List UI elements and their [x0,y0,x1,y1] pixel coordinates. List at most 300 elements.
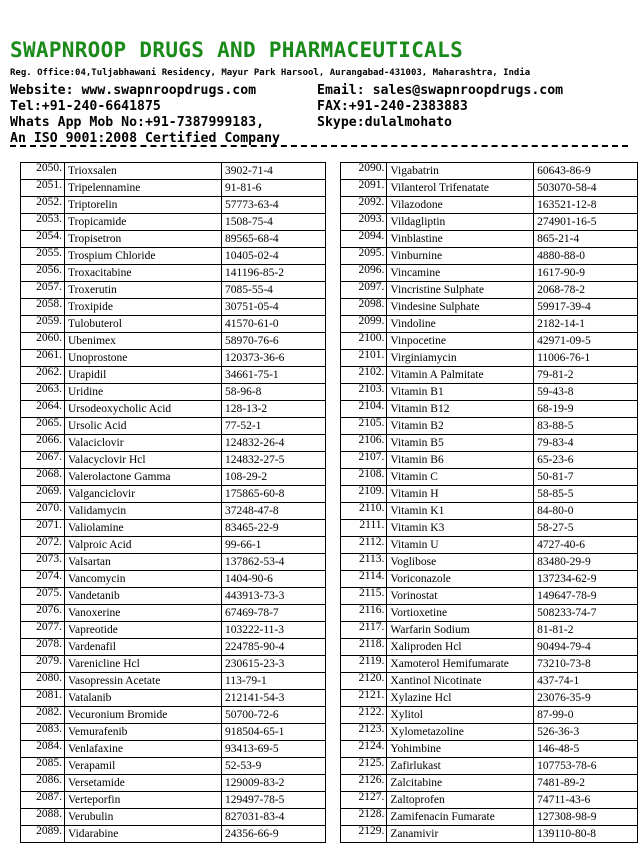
item-number-text: 2106. [358,434,385,446]
product-name: Vitamin K3 [387,520,534,537]
item-number-text: 2120. [358,672,385,684]
item-number-text: 2055. [36,247,62,259]
product-name: Vecuronium Bromide [65,707,222,724]
item-number [21,571,65,588]
table-row [21,605,326,622]
item-number [341,435,387,452]
item-number-text: 2117. [358,621,385,633]
item-number [21,435,65,452]
table-row [21,418,326,435]
cas-number: 68-19-9 [534,401,638,418]
item-number-text: 2100. [358,332,385,344]
item-number [341,486,387,503]
item-number [21,316,65,333]
item-number [341,163,387,180]
table-row [21,265,326,282]
product-name: Vindesine Sulphate [387,299,534,316]
cas-number: 73210-73-8 [534,656,638,673]
item-number-text: 2113. [358,553,385,565]
cas-number: 3902-71-4 [222,163,326,180]
item-number [21,350,65,367]
item-number-text: 2102. [358,366,385,378]
item-number [341,724,387,741]
cas-number: 2068-78-2 [534,282,638,299]
table-row [341,622,638,639]
product-name: Vemurafenib [65,724,222,741]
cas-number: 83-88-5 [534,418,638,435]
table-row [21,350,326,367]
skype-text: Skype:dulalmohato [317,115,452,130]
cas-number: 1404-90-6 [222,571,326,588]
cas-number: 23076-35-9 [534,690,638,707]
cas-number: 1508-75-4 [222,214,326,231]
item-number [341,418,387,435]
item-number-text: 2093. [358,213,385,225]
table-row [21,571,326,588]
table-row [21,537,326,554]
product-name: Verubulin [65,809,222,826]
table-row [341,452,638,469]
table-row [21,231,326,248]
item-number-text: 2126. [358,774,385,786]
product-name: Varenicline Hcl [65,656,222,673]
product-name: Troxerutin [65,282,222,299]
item-number [341,282,387,299]
item-number [341,384,387,401]
item-number-text: 2062. [36,366,62,378]
item-number [21,180,65,197]
item-number-text: 2076. [36,604,62,616]
website-text: Website: www.swapnroopdrugs.com [10,83,257,98]
item-number [341,520,387,537]
email-text: Email: sales@swapnroopdrugs.com [317,83,564,98]
table-row [341,775,638,792]
cas-number: 67469-78-7 [222,605,326,622]
table-row [341,656,638,673]
cas-number: 58970-76-6 [222,333,326,350]
item-number [341,537,387,554]
table-row [341,673,638,690]
item-number-text: 2081. [36,689,62,701]
item-number-text: 2073. [36,553,62,565]
item-number [21,741,65,758]
item-number-text: 2129. [358,825,385,837]
item-number-text: 2057. [36,281,62,293]
product-table-right [340,162,638,843]
item-number [21,265,65,282]
table-row [341,537,638,554]
table-row [21,673,326,690]
item-number [21,588,65,605]
table-row [341,248,638,265]
table-row [21,333,326,350]
item-number-text: 2095. [358,247,385,259]
product-name: Vitamin U [387,537,534,554]
product-name: Valacyclovir Hcl [65,452,222,469]
product-name: Voglibose [387,554,534,571]
product-name: Vinpocetine [387,333,534,350]
table-row [21,724,326,741]
item-number-text: 2080. [36,672,62,684]
table-row [21,384,326,401]
item-number-text: 2060. [36,332,62,344]
item-number [341,622,387,639]
dashed-divider [10,145,628,147]
item-number [21,673,65,690]
table-row [21,214,326,231]
product-name: Xaliproden Hcl [387,639,534,656]
table-row [341,469,638,486]
cas-number: 108-29-2 [222,469,326,486]
item-number [341,214,387,231]
item-number [341,316,387,333]
item-number [21,520,65,537]
product-name: Vitamin B1 [387,384,534,401]
product-name: Vitamin B6 [387,452,534,469]
item-number [341,503,387,520]
item-number [341,299,387,316]
product-name: Versetamide [65,775,222,792]
product-name: Valiolamine [65,520,222,537]
cas-number: 4880-88-0 [534,248,638,265]
cas-number: 2182-14-1 [534,316,638,333]
item-number [21,452,65,469]
product-name: Verteporfin [65,792,222,809]
item-number-text: 2109. [358,485,385,497]
item-number-text: 2069. [36,485,62,497]
product-name: Zaltoprofen [387,792,534,809]
item-number [341,401,387,418]
item-number [21,384,65,401]
item-number [21,299,65,316]
product-name: Vapreotide [65,622,222,639]
product-name: Vigabatrin [387,163,534,180]
table-row [21,792,326,809]
item-number-text: 2050. [36,162,62,174]
table-row [21,639,326,656]
item-number [341,656,387,673]
cas-number: 146-48-5 [534,741,638,758]
product-name: Valsartan [65,554,222,571]
product-name: Zanamivir [387,826,534,843]
cas-number: 59917-39-4 [534,299,638,316]
cas-number: 7481-89-2 [534,775,638,792]
item-number [341,333,387,350]
item-number [341,758,387,775]
cas-number: 508233-74-7 [534,605,638,622]
iso-text: An ISO 9001:2008 Certified Company [10,131,280,146]
cas-number: 129009-83-2 [222,775,326,792]
product-name: Vancomycin [65,571,222,588]
item-number [341,707,387,724]
item-number-text: 2099. [358,315,385,327]
table-row [341,197,638,214]
product-name: Xylitol [387,707,534,724]
item-number-text: 2098. [358,298,385,310]
cas-number: 87-99-0 [534,707,638,724]
table-row [341,741,638,758]
registered-office: Reg. Office:04,Tuljabhawani Residency, Mayur Park Harsool, Aurangabad-431003, Maharashtra, India [10,68,531,78]
table-row [21,503,326,520]
table-row [341,826,638,843]
item-number-text: 2091. [358,179,385,191]
cas-number: 42971-09-5 [534,333,638,350]
item-number [21,503,65,520]
product-name: Tripelennamine [65,180,222,197]
cas-number: 58-27-5 [534,520,638,537]
cas-number: 58-85-5 [534,486,638,503]
table-row [341,282,638,299]
product-name: Trospium Chloride [65,248,222,265]
table-row [21,656,326,673]
product-name: Virginiamycin [387,350,534,367]
item-number [341,775,387,792]
item-number-text: 2051. [36,179,62,191]
product-name: Valaciclovir [65,435,222,452]
table-row [21,809,326,826]
table-row [341,520,638,537]
cas-number: 57773-63-4 [222,197,326,214]
table-row [21,622,326,639]
cas-number: 163521-12-8 [534,197,638,214]
item-number-text: 2054. [36,230,62,242]
product-name: Uridine [65,384,222,401]
item-number-text: 2090. [358,162,385,174]
product-name: Warfarin Sodium [387,622,534,639]
cas-number: 107753-78-6 [534,758,638,775]
product-name: Zalcitabine [387,775,534,792]
item-number [341,673,387,690]
item-number [341,180,387,197]
cas-number: 60643-86-9 [534,163,638,180]
cas-number: 10405-02-4 [222,248,326,265]
table-row [341,571,638,588]
cas-number: 93413-69-5 [222,741,326,758]
product-name: Validamycin [65,503,222,520]
product-name: Vortioxetine [387,605,534,622]
product-name: Troxacitabine [65,265,222,282]
item-number [21,282,65,299]
item-number-text: 2075. [36,587,62,599]
item-number [21,656,65,673]
product-name: Vincamine [387,265,534,282]
table-row [341,180,638,197]
table-row [21,554,326,571]
product-name: Tropisetron [65,231,222,248]
cas-number: 103222-11-3 [222,622,326,639]
item-number-text: 2068. [36,468,62,480]
item-number-text: 2107. [358,451,385,463]
item-number-text: 2070. [36,502,62,514]
cas-number: 91-81-6 [222,180,326,197]
table-row [21,401,326,418]
item-number [341,452,387,469]
item-number [21,418,65,435]
item-number [21,792,65,809]
item-number [341,809,387,826]
item-number [341,554,387,571]
product-name: Vitamin C [387,469,534,486]
item-number [21,724,65,741]
cas-number: 137234-62-9 [534,571,638,588]
cas-number: 34661-75-1 [222,367,326,384]
cas-number: 526-36-3 [534,724,638,741]
product-table-left [20,162,326,843]
product-name: Vasopressin Acetate [65,673,222,690]
cas-number: 128-13-2 [222,401,326,418]
cas-number: 212141-54-3 [222,690,326,707]
cas-number: 79-83-4 [534,435,638,452]
item-number-text: 2056. [36,264,62,276]
cas-number: 827031-83-4 [222,809,326,826]
item-number-text: 2123. [358,723,385,735]
item-number-text: 2114. [358,570,385,582]
product-name: Ursodeoxycholic Acid [65,401,222,418]
item-number [21,197,65,214]
product-name: Yohimbine [387,741,534,758]
table-row [341,588,638,605]
product-name: Unoprostone [65,350,222,367]
cas-number: 865-21-4 [534,231,638,248]
cas-number: 90494-79-4 [534,639,638,656]
cas-number: 99-66-1 [222,537,326,554]
table-row [341,792,638,809]
cas-number: 127308-98-9 [534,809,638,826]
product-name: Vitamin A Palmitate [387,367,534,384]
item-number-text: 2067. [36,451,62,463]
item-number-text: 2065. [36,417,62,429]
item-number-text: 2085. [36,757,62,769]
cas-number: 11006-76-1 [534,350,638,367]
table-row [341,758,638,775]
product-name: Valerolactone Gamma [65,469,222,486]
cas-number: 124832-26-4 [222,435,326,452]
cas-number: 37248-47-8 [222,503,326,520]
product-name: Vardenafil [65,639,222,656]
cas-number: 7085-55-4 [222,282,326,299]
product-name: Zamifenacin Fumarate [387,809,534,826]
item-number-text: 2074. [36,570,62,582]
cas-number: 24356-66-9 [222,826,326,843]
item-number [21,486,65,503]
product-name: Xamoterol Hemifumarate [387,656,534,673]
cas-number: 113-79-1 [222,673,326,690]
item-number [341,231,387,248]
item-number-text: 2061. [36,349,62,361]
table-row [21,826,326,843]
table-row [341,316,638,333]
item-number [21,231,65,248]
item-number-text: 2119. [358,655,385,667]
item-number [341,197,387,214]
cas-number: 89565-68-4 [222,231,326,248]
table-row [341,333,638,350]
cas-number: 81-81-2 [534,622,638,639]
product-name: Valproic Acid [65,537,222,554]
cas-number: 1617-90-9 [534,265,638,282]
cas-number: 83465-22-9 [222,520,326,537]
product-name: Vilazodone [387,197,534,214]
table-row [341,384,638,401]
product-name: Vitamin K1 [387,503,534,520]
cas-number: 503070-58-4 [534,180,638,197]
whatsapp-text: Whats App Mob No:+91-7387999183, [10,115,265,130]
cas-number: 65-23-6 [534,452,638,469]
table-row [21,520,326,537]
table-row [21,775,326,792]
cas-number: 77-52-1 [222,418,326,435]
item-number-text: 2112. [358,536,385,548]
table-row [341,554,638,571]
cas-number: 59-43-8 [534,384,638,401]
product-name: Vinblastine [387,231,534,248]
item-number-text: 2127. [358,791,385,803]
table-row [21,282,326,299]
item-number [21,163,65,180]
cas-number: 437-74-1 [534,673,638,690]
item-number-text: 2092. [358,196,385,208]
cas-number: 443913-73-3 [222,588,326,605]
item-number [341,741,387,758]
item-number-text: 2105. [358,417,385,429]
item-number [21,214,65,231]
table-row [341,690,638,707]
item-number-text: 2104. [358,400,385,412]
product-name: Voriconazole [387,571,534,588]
item-number-text: 2088. [36,808,62,820]
product-name: Vorinostat [387,588,534,605]
item-number [341,605,387,622]
item-number-text: 2083. [36,723,62,735]
cas-number: 4727-40-6 [534,537,638,554]
item-number-text: 2101. [358,349,385,361]
product-name: Vitamin B12 [387,401,534,418]
table-row [21,316,326,333]
table-row [341,605,638,622]
item-number [21,707,65,724]
item-number-text: 2116. [358,604,385,616]
cas-number: 129497-78-5 [222,792,326,809]
cas-number: 149647-78-9 [534,588,638,605]
product-name: Vatalanib [65,690,222,707]
cas-number: 230615-23-3 [222,656,326,673]
product-name: Vitamin B2 [387,418,534,435]
product-name: Ubenimex [65,333,222,350]
product-name: Vitamin H [387,486,534,503]
table-row [341,639,638,656]
table-row [21,690,326,707]
item-number-text: 2110. [358,502,385,514]
product-name: Ursolic Acid [65,418,222,435]
company-name: SWAPNROOP DRUGS AND PHARMACEUTICALS [10,38,464,62]
cas-number: 58-96-8 [222,384,326,401]
product-name: Vitamin B5 [387,435,534,452]
item-number [21,775,65,792]
item-number-text: 2128. [358,808,385,820]
product-name: Tulobuterol [65,316,222,333]
cas-number: 120373-36-6 [222,350,326,367]
table-row [21,435,326,452]
item-number-text: 2111. [359,519,385,531]
table-row [341,418,638,435]
cas-number: 30751-05-4 [222,299,326,316]
item-number [341,588,387,605]
item-number [21,809,65,826]
product-name: Troxipide [65,299,222,316]
item-number-text: 2078. [36,638,62,650]
cas-number: 137862-53-4 [222,554,326,571]
item-number [21,248,65,265]
